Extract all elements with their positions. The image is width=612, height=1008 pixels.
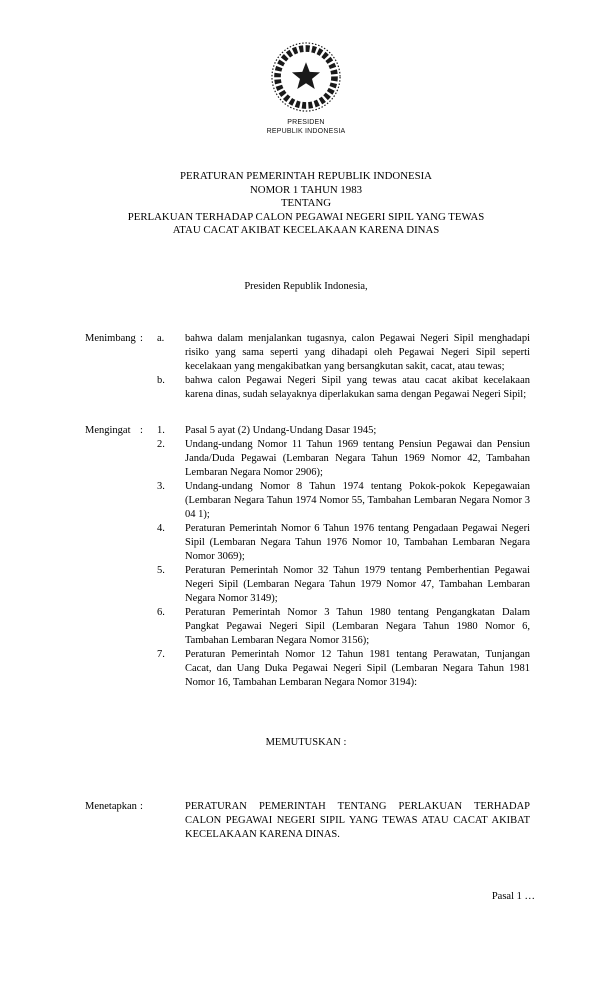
mengingat-label: Mengingat bbox=[85, 424, 131, 436]
item-text: bahwa calon Pegawai Negeri Sipil yang tewas atau cacat akibat kecelakaan karena dinas, sudah selayaknya diperlakukan sama dengan Pegawai Negeri Sipil; bbox=[185, 374, 530, 400]
star-icon bbox=[292, 62, 320, 89]
item-marker: 7. bbox=[157, 648, 165, 660]
section-menetapkan bbox=[85, 800, 530, 842]
item-marker: 3. bbox=[157, 480, 165, 492]
item-text: Undang-undang Nomor 8 Tahun 1974 tentang Pokok-pokok Kepegawaian (Lembaran Negara Tahun 1974 Nomor 55, Tambahan Lembaran Negara Nomor 3 04 1); bbox=[185, 480, 530, 520]
list-item bbox=[157, 332, 530, 374]
title-line-2: NOMOR 1 TAHUN 1983 bbox=[249, 183, 362, 196]
salutation: Presiden Republik Indonesia, bbox=[244, 280, 368, 292]
title-line-1: PERATURAN PEMERINTAH REPUBLIK INDONESIA bbox=[180, 170, 432, 182]
mengingat-colon: : bbox=[140, 424, 143, 436]
item-text: Undang-undang Nomor 11 Tahun 1969 tentang Pensiun Pegawai dan Pensiun Janda/Duda Pegawai (Lembaran Negara Tahun 1969 Nomor 42, Tambahan Lembaran Negara Nomor 2906); bbox=[185, 438, 530, 478]
title-line-3: TENTANG bbox=[280, 197, 332, 209]
emblem-caption-line1: PRESIDEN bbox=[287, 119, 325, 126]
list-item bbox=[157, 374, 530, 402]
item-text: Peraturan Pemerintah Nomor 3 Tahun 1980 tentang Pengangkatan Dalam Pangkat Pegawai Negeri Sipil (Lembaran Negara Tahun 1980 Nomor 6, Tambahan Lembaran Negara Nomor 3156); bbox=[185, 606, 530, 646]
item-marker: 6. bbox=[157, 606, 165, 618]
menetapkan-text: PERATURAN PEMERINTAH TENTANG PERLAKUAN TERHADAP CALON PEGAWAI NEGERI SIPIL YANG TEWAS ATAU CACAT AKIBAT KECELAKAAN KARENA DINAS. bbox=[185, 800, 530, 840]
menetapkan-colon: : bbox=[140, 800, 143, 812]
memutuskan-heading: MEMUTUSKAN : bbox=[265, 736, 347, 748]
item-marker: b. bbox=[157, 374, 165, 386]
emblem-caption-line2: REPUBLIK INDONESIA bbox=[266, 127, 346, 135]
menetapkan-body bbox=[157, 800, 530, 842]
item-marker: a. bbox=[157, 332, 165, 344]
document-title bbox=[0, 170, 612, 238]
menimbang-colon: : bbox=[140, 332, 143, 344]
item-text: Pasal 5 ayat (2) Undang-Undang Dasar 1945; bbox=[185, 424, 377, 436]
menetapkan-label: Menetapkan bbox=[85, 800, 137, 812]
item-marker: 5. bbox=[157, 564, 165, 576]
mengingat-body bbox=[157, 424, 530, 690]
menimbang-body bbox=[157, 332, 530, 402]
list-item bbox=[157, 424, 530, 438]
section-menimbang bbox=[85, 332, 530, 402]
item-marker: 4. bbox=[157, 522, 165, 534]
item-marker: 1. bbox=[157, 424, 165, 436]
menimbang-label: Menimbang bbox=[85, 332, 136, 344]
star-wreath-emblem bbox=[269, 40, 343, 114]
list-item bbox=[157, 438, 530, 480]
item-text: Peraturan Pemerintah Nomor 32 Tahun 1979 tentang Pemberhentian Pegawai Negeri Sipil (Lembaran Negara Tahun 1979 Nomor 47, Tambahan Lembaran Negara Nomor 3149); bbox=[185, 564, 530, 604]
list-item bbox=[157, 606, 530, 648]
title-line-4: PERLAKUAN TERHADAP CALON PEGAWAI NEGERI SIPIL YANG TEWAS bbox=[127, 210, 485, 223]
list-item bbox=[157, 480, 530, 522]
item-text: Peraturan Pemerintah Nomor 6 Tahun 1976 tentang Pengadaan Pegawai Negeri Sipil (Lembaran Negara Tahun 1976 Nomor 10, Tambahan Lembaran Negara Nomor 3069); bbox=[185, 522, 530, 562]
item-text: bahwa dalam menjalankan tugasnya, calon Pegawai Negeri Sipil menghadapi risiko yang sama seperti yang dihadapi oleh Pegawai Negeri Sipil seperti kecelakaan yang mengakibatkan yang bersangkutan sakit, cacat, atau tewas; bbox=[185, 332, 530, 372]
item-text: Peraturan Pemerintah Nomor 12 Tahun 1981 tentang Perawatan, Tunjangan Cacat, dan Uang Duka Pegawai Negeri Sipil (Lembaran Negara Tahun 1981 Nomor 16, Tambahan Lembaran Negara Nomor 3194): bbox=[185, 648, 530, 688]
item-marker: 2. bbox=[157, 438, 165, 450]
list-item bbox=[157, 648, 530, 690]
title-line-5: ATAU CACAT AKIBAT KECELAKAAN KARENA DINAS bbox=[172, 224, 440, 236]
section-mengingat bbox=[85, 424, 530, 690]
page-continuation-marker: Pasal 1 … bbox=[491, 890, 535, 902]
list-item bbox=[157, 522, 530, 564]
list-item bbox=[157, 564, 530, 606]
emblem-caption bbox=[0, 119, 612, 136]
presidential-seal bbox=[0, 0, 612, 136]
